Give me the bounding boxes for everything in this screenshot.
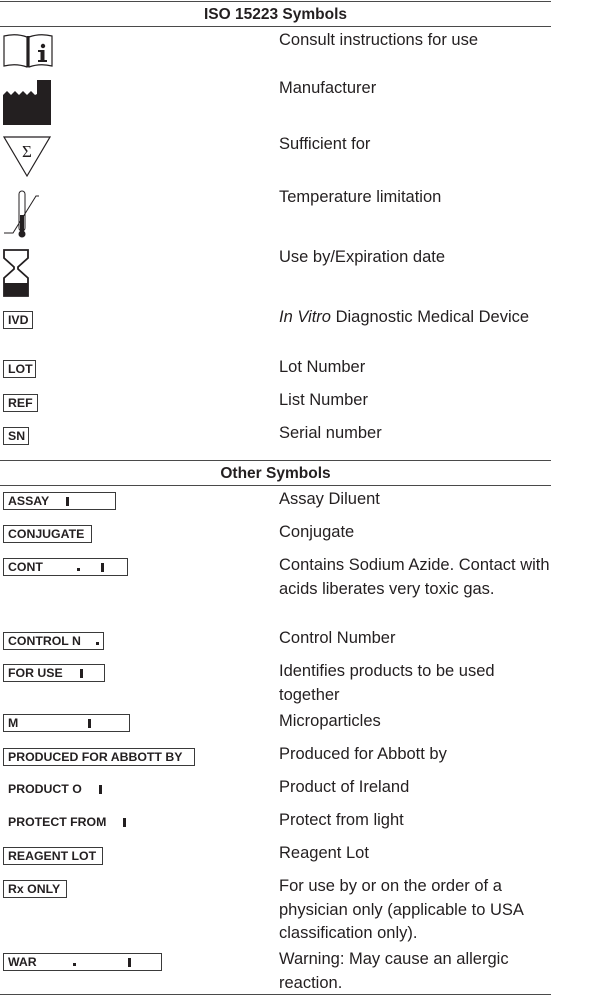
assay-symbol-text: ASSAY: [8, 494, 50, 508]
other-desc-assay: Assay Diluent: [279, 490, 380, 508]
iso-desc-use-by: Use by/Expiration date: [279, 248, 446, 266]
other-desc-m: Microparticles: [279, 712, 381, 730]
lot-symbol: LOT: [3, 360, 36, 378]
ref-symbol: REF: [3, 394, 38, 412]
manufacturer-icon: [3, 80, 52, 125]
symbol-glyph-mark: [128, 958, 131, 967]
control-number-symbol: [3, 632, 104, 650]
iso-desc-sn: Serial number: [279, 424, 382, 442]
in-vitro-italic: In Vitro: [279, 308, 331, 326]
for-use-symbol-text: FOR USE: [8, 666, 63, 680]
conjugate-symbol: CONJUGATE: [3, 525, 92, 543]
product-o-symbol-text: PRODUCT O: [8, 782, 82, 796]
symbol-glyph-dot: [77, 568, 80, 571]
product-of-ireland-symbol: [4, 781, 128, 799]
hourglass-expiration-icon: [3, 249, 29, 297]
symbol-glyph-mark: [80, 669, 83, 678]
symbol-glyph-dot: [96, 642, 99, 645]
symbol-glyph-mark: [101, 563, 104, 572]
iso-desc-ivd: [279, 306, 539, 330]
reagent-lot-symbol: REAGENT LOT: [3, 847, 103, 865]
iso-desc-consult: Consult instructions for use: [279, 31, 479, 49]
iso-section-title: ISO 15223 Symbols: [203, 6, 348, 23]
other-top-rule: [0, 460, 551, 461]
sufficient-for-icon: [3, 136, 51, 178]
control-symbol-text: CONTROL N: [8, 634, 81, 648]
iso-desc-temperature: Temperature limitation: [279, 188, 442, 206]
rx-only-symbol: Rx ONLY: [3, 880, 67, 898]
protect-symbol-text: PROTECT FROM: [8, 815, 107, 829]
other-header-rule: [0, 485, 551, 486]
other-desc-war: Warning: May cause an allergic reaction.: [279, 950, 509, 992]
table-top-rule: [0, 1, 551, 2]
protect-from-light-symbol: [4, 814, 148, 832]
iso-desc-ref: List Number: [279, 391, 368, 409]
ivd-desc-rest: Diagnostic Medical Device: [330, 308, 530, 326]
cont-symbol-text: CONT: [8, 560, 43, 574]
for-use-symbol: [3, 664, 105, 682]
symbol-glyph-mark: [99, 785, 102, 794]
iso-desc-lot: Lot Number: [279, 358, 366, 376]
m-symbol-text: M: [8, 716, 19, 730]
contains-azide-symbol: [3, 558, 128, 576]
other-desc-conjugate: Conjugate: [279, 523, 355, 541]
iso-desc-sufficient: Sufficient for: [279, 135, 371, 153]
produced-for-abbott-symbol: PRODUCED FOR ABBOTT BY: [3, 748, 195, 766]
other-desc-protect: Protect from light: [279, 811, 404, 829]
symbol-glyph-dot: [73, 963, 76, 966]
other-desc-produced: Produced for Abbott by: [279, 745, 447, 763]
table-bottom-rule: [0, 994, 551, 995]
iso-header-rule: [0, 26, 551, 27]
iso-desc-manufacturer: Manufacturer: [279, 79, 377, 97]
microparticles-symbol: [3, 714, 130, 732]
other-desc-for-use: Identifies products to be used together: [279, 662, 495, 704]
war-symbol-text: WAR: [8, 955, 37, 969]
symbol-glyph-mark: [123, 818, 126, 827]
other-desc-product: Product of Ireland: [279, 778, 410, 796]
symbol-glyph-mark: [88, 719, 91, 728]
warning-allergic-symbol: [3, 953, 162, 971]
temperature-limitation-icon: [3, 189, 41, 239]
svg-text:Σ: Σ: [22, 142, 32, 161]
sn-symbol: SN: [3, 427, 29, 445]
other-desc-rx: For use by or on the order of a physician only (applicable to USA classification only).: [279, 877, 523, 942]
symbol-glyph-mark: [66, 497, 69, 506]
consult-instructions-icon: [3, 33, 53, 69]
assay-diluent-symbol: [3, 492, 116, 510]
other-desc-reagent: Reagent Lot: [279, 844, 369, 862]
other-desc-control: Control Number: [279, 629, 396, 647]
other-desc-cont: Contains Sodium Azide. Contact with acids liberates very toxic gas.: [279, 556, 550, 598]
ivd-symbol: IVD: [3, 311, 33, 329]
other-section-title: Other Symbols: [220, 465, 331, 482]
